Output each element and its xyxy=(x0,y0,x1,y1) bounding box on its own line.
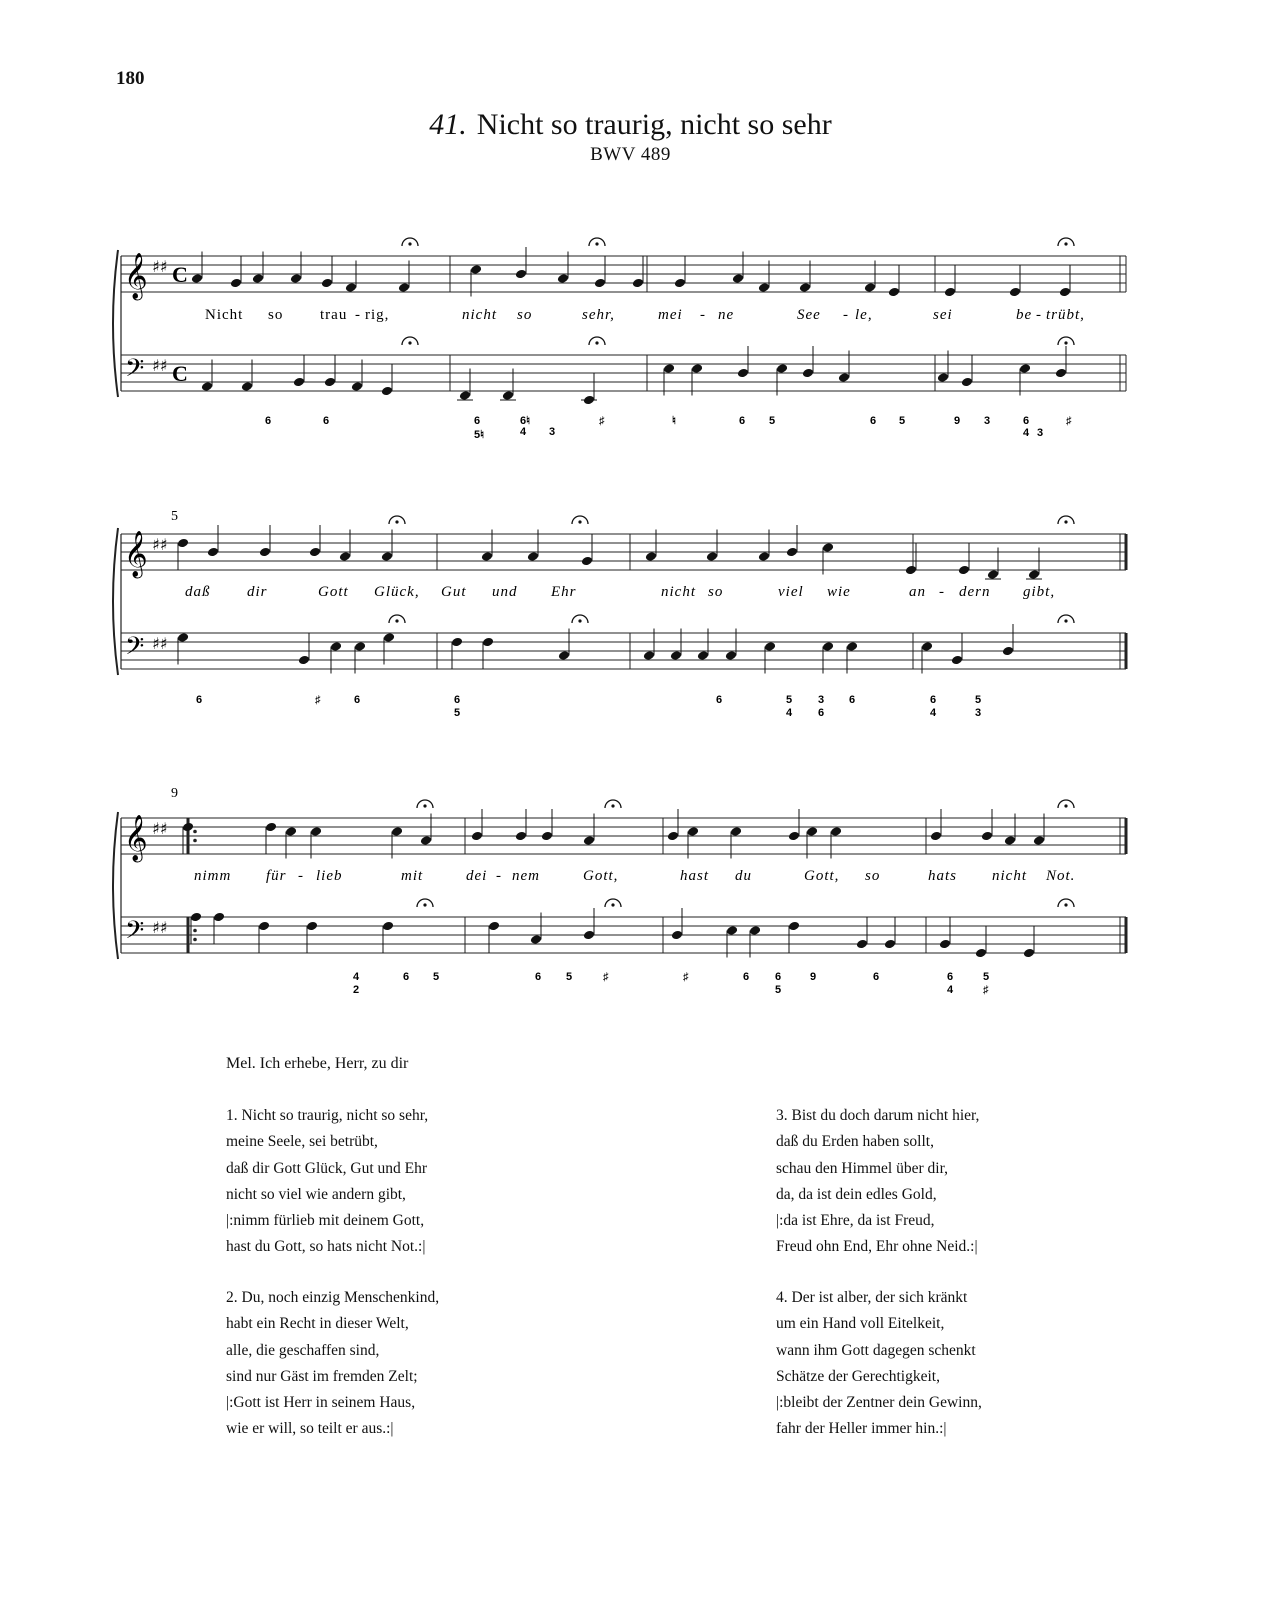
bass-note xyxy=(856,939,868,950)
treble-note xyxy=(207,547,219,558)
time-signature-icon: C xyxy=(172,262,188,287)
bass-note xyxy=(838,372,850,383)
verse-line: meine Seele, sei betrübt, xyxy=(226,1133,378,1151)
figured-bass-figure: 9 xyxy=(810,971,817,983)
fermata-dot xyxy=(408,242,411,245)
fermata-dot xyxy=(595,242,598,245)
treble-clef-icon: 𝄞 xyxy=(124,253,148,299)
verse-line: fahr der Heller immer hin.:| xyxy=(776,1420,947,1438)
figured-bass-figure: 6 xyxy=(739,415,746,427)
treble-note xyxy=(1028,569,1040,580)
treble-note xyxy=(191,273,203,284)
lyric-syllable: Gott xyxy=(318,584,349,600)
lyric-syllable: sei xyxy=(933,307,953,323)
bass-note xyxy=(749,925,761,936)
bass-note xyxy=(241,381,253,392)
bass-note xyxy=(558,650,570,661)
fermata-dot xyxy=(1064,903,1067,906)
hymn-number: 41. xyxy=(429,108,467,141)
bass-note xyxy=(670,650,682,661)
figured-bass-figure: 4 xyxy=(947,984,954,996)
figured-bass-figure: 6♮ xyxy=(520,415,531,427)
lyric-syllable: ne xyxy=(718,307,735,323)
fermata-dot xyxy=(395,619,398,622)
fermata-dot xyxy=(1064,619,1067,622)
verse-line: da, da ist dein edles Gold, xyxy=(776,1185,937,1203)
bass-note xyxy=(937,372,949,383)
treble-note xyxy=(339,551,351,562)
lyric-syllable: - xyxy=(843,307,849,323)
lyric-syllable: mei xyxy=(658,307,683,323)
verse-line: Freud ohn End, Ehr ohne Neid.:| xyxy=(776,1238,978,1256)
treble-note xyxy=(944,287,956,298)
key-signature-icon: ♯♯ xyxy=(152,356,168,375)
verse-line: 1. Nicht so traurig, nicht so sehr, xyxy=(226,1107,429,1124)
key-signature-icon: ♯♯ xyxy=(152,257,168,276)
bass-note xyxy=(1055,368,1067,379)
bass-note xyxy=(663,363,675,374)
lyric-syllable: nimm xyxy=(194,868,232,884)
treble-note xyxy=(667,831,679,842)
treble-note xyxy=(905,565,917,576)
figured-bass-figure: 3 xyxy=(975,707,982,719)
lyric-syllable: nicht xyxy=(462,307,497,323)
lyric-syllable: nem xyxy=(512,868,540,884)
verse-line: habt ein Recht in dieser Welt, xyxy=(226,1315,409,1333)
verse-line: alle, die geschaffen sind, xyxy=(226,1341,380,1359)
treble-note xyxy=(732,273,744,284)
bass-note xyxy=(488,921,500,932)
bass-note xyxy=(802,368,814,379)
fermata-dot xyxy=(423,804,426,807)
verse-line: 2. Du, noch einzig Menschenkind, xyxy=(226,1289,440,1306)
repeat-dot xyxy=(193,929,197,933)
key-signature-icon: ♯♯ xyxy=(152,634,168,653)
score-system xyxy=(113,238,1126,441)
verse-line: |:Gott ist Herr in seinem Haus, xyxy=(226,1394,416,1412)
treble-note xyxy=(259,547,271,558)
lyric-syllable: wie xyxy=(827,584,851,600)
fermata-dot xyxy=(1064,520,1067,523)
lyric-syllable: daß xyxy=(185,584,211,600)
lyric-syllable: dei xyxy=(466,868,488,884)
bass-note xyxy=(382,921,394,932)
verse-line: daß dir Gott Glück, Gut und Ehr xyxy=(226,1159,428,1177)
page-number: 180 xyxy=(116,68,145,89)
bass-clef-icon: 𝄢 xyxy=(125,354,145,389)
lyric-syllable: viel xyxy=(778,584,804,600)
treble-note xyxy=(470,264,482,275)
treble-note xyxy=(674,278,686,289)
bass-note xyxy=(975,948,987,959)
treble-note xyxy=(730,826,742,837)
figured-bass-figure: 4 xyxy=(786,707,793,719)
treble-note xyxy=(527,551,539,562)
treble-note xyxy=(230,278,242,289)
lyric-syllable: Glück, xyxy=(374,584,420,600)
figured-bass-figure: ♯ xyxy=(1066,415,1072,427)
treble-note xyxy=(583,835,595,846)
bass-note xyxy=(788,921,800,932)
lyric-syllable: Gut xyxy=(441,584,467,600)
lyric-syllable: rig, xyxy=(365,307,390,323)
lyric-syllable: - xyxy=(298,868,304,884)
bass-note xyxy=(961,377,973,388)
repeat-dot xyxy=(193,830,197,834)
treble-note xyxy=(888,287,900,298)
treble-note xyxy=(182,822,194,833)
verse-1 xyxy=(226,1103,428,1261)
lyric-syllable: trau xyxy=(320,307,348,323)
bass-note xyxy=(482,637,494,648)
treble-note xyxy=(557,273,569,284)
lyric-syllable: le, xyxy=(855,307,873,323)
measure-number: 5 xyxy=(171,509,178,524)
figured-bass-figure: 6 xyxy=(1023,415,1030,427)
treble-note xyxy=(758,551,770,562)
bass-note xyxy=(213,912,225,923)
verse-line: daß du Erden haben sollt, xyxy=(776,1133,934,1151)
treble-note xyxy=(177,538,189,549)
treble-note xyxy=(321,278,333,289)
verse-line: 3. Bist du doch darum nicht hier, xyxy=(776,1107,980,1124)
key-signature-icon: ♯♯ xyxy=(152,819,168,838)
measure-number: 9 xyxy=(171,786,178,801)
figured-bass-figure: 6 xyxy=(403,971,410,983)
bass-note xyxy=(351,381,363,392)
fermata-dot xyxy=(611,903,614,906)
treble-note xyxy=(1059,287,1071,298)
lyric-syllable: - xyxy=(939,584,945,600)
bass-note xyxy=(921,641,933,652)
lyric-syllable: hats xyxy=(928,868,958,884)
bass-note xyxy=(306,921,318,932)
figured-bass-figure: 3 xyxy=(549,426,556,438)
lyric-syllable: Gott, xyxy=(804,868,840,884)
bass-note xyxy=(671,930,683,941)
score-system xyxy=(113,786,1126,996)
lyric-syllable: be xyxy=(1016,307,1033,323)
treble-note xyxy=(830,826,842,837)
bass-note xyxy=(726,925,738,936)
lyric-syllable: dir xyxy=(247,584,268,600)
bass-clef-icon: 𝄢 xyxy=(125,632,145,667)
bass-note xyxy=(1023,948,1035,959)
bass-note xyxy=(583,930,595,941)
treble-note xyxy=(345,282,357,293)
figured-bass-figure: ♯ xyxy=(315,694,321,706)
bass-note xyxy=(354,641,366,652)
bass-note xyxy=(258,921,270,932)
figured-bass-figure: 6 xyxy=(743,971,750,983)
figured-bass-figure: 6 xyxy=(870,415,877,427)
treble-note xyxy=(632,278,644,289)
treble-note xyxy=(265,822,277,833)
figured-bass-figure: 5♮ xyxy=(474,429,485,441)
lyric-syllable: See xyxy=(797,307,821,323)
treble-note xyxy=(541,831,553,842)
treble-note xyxy=(420,835,432,846)
bass-note xyxy=(177,632,189,643)
verse-line: hast du Gott, so hats nicht Not.:| xyxy=(226,1238,426,1256)
figured-bass-figure: 4 xyxy=(353,971,360,983)
treble-note xyxy=(981,831,993,842)
lyric-syllable: und xyxy=(492,584,518,600)
brace-icon xyxy=(113,812,118,959)
treble-note xyxy=(310,826,322,837)
repeat-dot xyxy=(193,938,197,942)
treble-note xyxy=(786,547,798,558)
bass-note xyxy=(502,390,514,401)
bass-note xyxy=(725,650,737,661)
verse-line: wie er will, so teilt er aus.:| xyxy=(226,1420,394,1438)
lyric-syllable: mit xyxy=(401,868,424,884)
treble-note xyxy=(471,831,483,842)
figured-bass-figure: 6 xyxy=(716,694,723,706)
fermata-dot xyxy=(578,520,581,523)
verse-line: |:bleibt der Zentner dein Gewinn, xyxy=(776,1394,982,1412)
verse-line: schau den Himmel über dir, xyxy=(776,1159,948,1177)
bass-note xyxy=(298,655,310,666)
figured-bass-figure: 6 xyxy=(196,694,203,706)
lyric-syllable: trübt, xyxy=(1046,307,1085,323)
figured-bass-figure: 6 xyxy=(775,971,782,983)
treble-note xyxy=(822,542,834,553)
figured-bass-figure: 6 xyxy=(454,694,461,706)
figured-bass-figure: 6 xyxy=(930,694,937,706)
figured-bass-figure: 6 xyxy=(818,707,825,719)
figured-bass-figure: ♯ xyxy=(983,984,989,996)
fermata-dot xyxy=(395,520,398,523)
treble-note xyxy=(381,551,393,562)
treble-note xyxy=(515,269,527,280)
bass-note xyxy=(293,377,305,388)
figured-bass-figure: 5 xyxy=(454,707,461,719)
treble-note xyxy=(864,282,876,293)
score-system xyxy=(113,509,1126,719)
fermata-dot xyxy=(611,804,614,807)
fermata-dot xyxy=(423,903,426,906)
bass-note xyxy=(459,390,471,401)
treble-note xyxy=(1004,835,1016,846)
bass-note xyxy=(776,363,788,374)
repeat-dot xyxy=(193,839,197,843)
treble-note xyxy=(987,569,999,580)
treble-note xyxy=(930,831,942,842)
lyric-syllable: lieb xyxy=(316,868,343,884)
figured-bass-figure: 5 xyxy=(775,984,782,996)
verse-line: sind nur Gäst im fremden Zelt; xyxy=(226,1367,418,1385)
figured-bass-figure: 2 xyxy=(353,984,360,996)
treble-note xyxy=(806,826,818,837)
treble-note xyxy=(1033,835,1045,846)
treble-note xyxy=(290,273,302,284)
bass-note xyxy=(643,650,655,661)
bass-clef-icon: 𝄢 xyxy=(125,916,145,951)
bass-note xyxy=(190,912,202,923)
bass-note xyxy=(201,381,213,392)
lyric-syllable: Gott, xyxy=(583,868,619,884)
verse-line: nicht so viel wie andern gibt, xyxy=(226,1185,406,1203)
lyric-syllable: Not. xyxy=(1046,868,1076,884)
melody-note: Mel. Ich erhebe, Herr, zu dir xyxy=(226,1055,409,1072)
bass-note xyxy=(381,386,393,397)
figured-bass-figure: 5 xyxy=(983,971,990,983)
treble-note xyxy=(285,826,297,837)
bass-note xyxy=(737,368,749,379)
lyric-syllable: sehr, xyxy=(582,307,615,323)
treble-note xyxy=(687,826,699,837)
figured-bass-figure: 6 xyxy=(474,415,481,427)
verse-line: um ein Hand voll Eitelkeit, xyxy=(776,1315,945,1333)
figured-bass-figure: ♯ xyxy=(603,971,609,983)
verse-3 xyxy=(776,1103,979,1261)
figured-bass-figure: 3 xyxy=(984,415,991,427)
figured-bass-figure: 4 xyxy=(520,426,527,438)
figured-bass-figure: 4 xyxy=(930,707,937,719)
verse-line: 4. Der ist alber, der sich kränkt xyxy=(776,1289,968,1306)
bass-note xyxy=(764,641,776,652)
brace-icon xyxy=(113,528,118,675)
bass-note xyxy=(939,939,951,950)
lyric-syllable: hast xyxy=(680,868,710,884)
bass-note xyxy=(383,632,395,643)
lyric-syllable: an xyxy=(909,584,926,600)
lyric-syllable: du xyxy=(735,868,752,884)
fermata-dot xyxy=(1064,341,1067,344)
bass-note xyxy=(530,934,542,945)
lyric-syllable: dern xyxy=(959,584,991,600)
treble-note xyxy=(788,831,800,842)
verse-line: wann ihm Gott dagegen schenkt xyxy=(776,1341,976,1359)
lyric-syllable: Nicht xyxy=(205,307,244,323)
treble-note xyxy=(391,826,403,837)
treble-note xyxy=(252,273,264,284)
bass-note xyxy=(324,377,336,388)
treble-note xyxy=(594,278,606,289)
treble-note xyxy=(799,282,811,293)
figured-bass-figure: 5 xyxy=(433,971,440,983)
bass-note xyxy=(330,641,342,652)
lyric-syllable: für xyxy=(266,868,287,884)
lyric-syllable: nicht xyxy=(661,584,696,600)
treble-note xyxy=(1009,287,1021,298)
lyric-syllable: - xyxy=(496,868,502,884)
lyric-syllable: so xyxy=(708,584,724,600)
figured-bass-figure: 6 xyxy=(354,694,361,706)
figured-bass-figure: 3 xyxy=(1037,427,1044,439)
treble-note xyxy=(515,831,527,842)
bass-note xyxy=(691,363,703,374)
bass-note xyxy=(1019,363,1031,374)
figured-bass-figure: 4 xyxy=(1023,427,1030,439)
time-signature-icon: C xyxy=(172,361,188,386)
figured-bass-figure: 5 xyxy=(769,415,776,427)
treble-note xyxy=(481,551,493,562)
fermata-dot xyxy=(1064,242,1067,245)
key-signature-icon: ♯♯ xyxy=(152,918,168,937)
treble-note xyxy=(958,565,970,576)
catalog-number: BWV 489 xyxy=(590,144,671,165)
figured-bass-figure: 6 xyxy=(265,415,272,427)
lyric-syllable: - xyxy=(700,307,706,323)
verse-2 xyxy=(226,1285,439,1443)
figured-bass-figure: ♮ xyxy=(672,415,676,427)
figured-bass-figure: 5 xyxy=(566,971,573,983)
figured-bass-figure: ♯ xyxy=(683,971,689,983)
figured-bass-figure: 5 xyxy=(786,694,793,706)
verse-line: |:da ist Ehre, da ist Freud, xyxy=(776,1212,935,1230)
bass-note xyxy=(451,637,463,648)
brace-icon xyxy=(113,250,118,397)
fermata-dot xyxy=(578,619,581,622)
figured-bass-figure: 6 xyxy=(323,415,330,427)
lyric-syllable: so xyxy=(517,307,533,323)
figured-bass-figure: 3 xyxy=(818,694,825,706)
lyric-syllable: gibt, xyxy=(1023,584,1056,600)
lyric-syllable: so xyxy=(865,868,881,884)
bass-note xyxy=(697,650,709,661)
treble-clef-icon: 𝄞 xyxy=(124,531,148,577)
verse-4 xyxy=(776,1285,982,1443)
lyric-syllable: - xyxy=(355,307,361,323)
bass-note xyxy=(1002,646,1014,657)
fermata-dot xyxy=(595,341,598,344)
figured-bass-figure: 6 xyxy=(535,971,542,983)
lyric-syllable: Ehr xyxy=(551,584,577,600)
lyric-syllable: so xyxy=(268,307,284,323)
figured-bass-figure: 6 xyxy=(947,971,954,983)
verse-line: Schätze der Gerechtigkeit, xyxy=(776,1367,940,1385)
hymn-title-text: Nicht so traurig, nicht so sehr xyxy=(476,108,832,141)
treble-note xyxy=(309,547,321,558)
figured-bass-figure: 9 xyxy=(954,415,961,427)
treble-note xyxy=(581,556,593,567)
treble-note xyxy=(758,282,770,293)
treble-note xyxy=(645,551,657,562)
figured-bass-figure: 5 xyxy=(899,415,906,427)
figured-bass-figure: 6 xyxy=(849,694,856,706)
bass-note xyxy=(951,655,963,666)
treble-note xyxy=(398,282,410,293)
fermata-dot xyxy=(1064,804,1067,807)
verse-line: |:nimm fürlieb mit deinem Gott, xyxy=(226,1212,425,1230)
bass-note xyxy=(822,641,834,652)
fermata-dot xyxy=(408,341,411,344)
lyric-syllable: - xyxy=(1036,307,1042,323)
bass-note xyxy=(884,939,896,950)
key-signature-icon: ♯♯ xyxy=(152,535,168,554)
figured-bass-figure: 6 xyxy=(873,971,880,983)
figured-bass-figure: 5 xyxy=(975,694,982,706)
bass-note xyxy=(846,641,858,652)
figured-bass-figure: ♯ xyxy=(599,415,605,427)
lyric-syllable: nicht xyxy=(992,868,1027,884)
treble-clef-icon: 𝄞 xyxy=(124,815,148,861)
treble-note xyxy=(706,551,718,562)
